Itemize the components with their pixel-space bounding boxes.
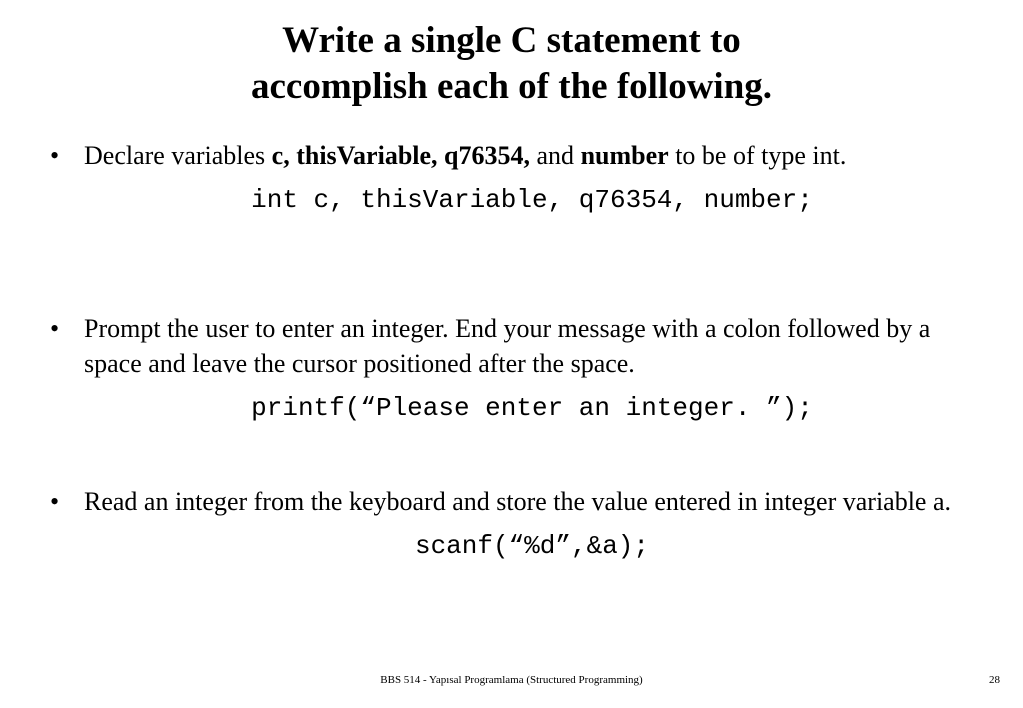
bullet-text-segment: Declare variables (84, 141, 272, 170)
bullet-text-bold: number (580, 141, 669, 170)
bullet-text-segment: Prompt the user to enter an integer. End your message with a colon followed by a space and leave the cursor positioned after the space. (84, 314, 931, 378)
code-answer: printf(“Please enter an integer. ”); (251, 393, 813, 423)
bullet-text (50, 311, 980, 381)
bullet-text (50, 138, 980, 173)
bullet-item-declare (50, 138, 980, 217)
bullet-text-bold: c, thisVariable, q76354, (271, 141, 531, 170)
bullet-dot-icon: • (50, 487, 60, 516)
bullet-dot-icon: • (50, 314, 60, 343)
bullet-text-segment: to be of type int. (668, 141, 847, 170)
slide-title (0, 18, 1023, 110)
slide-title-line-2: accomplish each of the following. (250, 66, 773, 107)
slide-title-line-1: Write a single C statement to (282, 20, 741, 61)
bullet-item-prompt (50, 311, 980, 425)
bullet-dot-icon: • (50, 141, 60, 170)
footer-text: BBS 514 - Yapısal Programlama (Structured Programming) (380, 674, 643, 686)
code-answer: scanf(“%d”,&a); (414, 531, 650, 561)
bullet-item-read (50, 484, 980, 563)
bullet-text (50, 484, 980, 519)
code-answer: int c, thisVariable, q76354, number; (251, 185, 813, 215)
bullet-text-segment: Read an integer from the keyboard and store the value entered in integer variable a. (84, 487, 952, 516)
page-number: 28 (989, 674, 1000, 686)
bullet-text-segment: and (530, 141, 581, 170)
